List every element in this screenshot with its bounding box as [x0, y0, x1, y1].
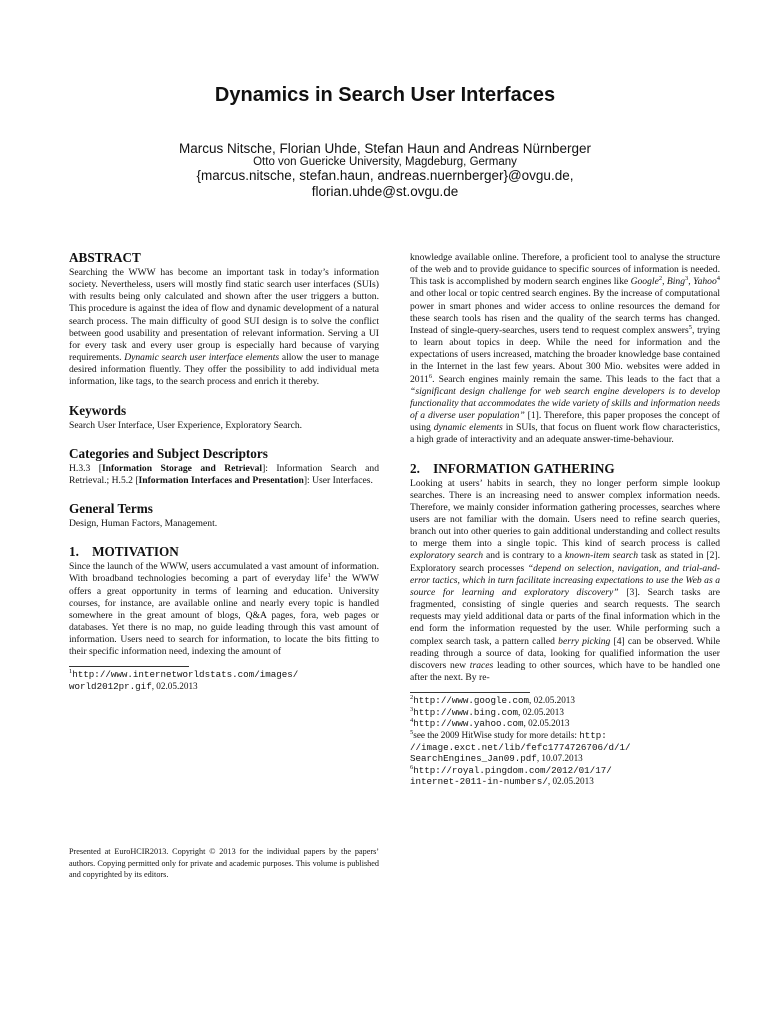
keywords-heading: Keywords: [69, 402, 127, 418]
emails-line-1: {marcus.nitsche, stefan.haun, andreas.nuernberger}@ovgu.de,: [196, 168, 574, 183]
footnote-5: $^5$see the 2009 HitWise study for more details: http: //image.exct.net/lib/fefc1774726706/d/1/ SearchEngines_Jan09.pdf, 10.07.2013: [410, 728, 631, 765]
footnote-rule-right: [410, 692, 530, 693]
footnote-4-link[interactable]: http://www.yahoo.com: [413, 718, 524, 730]
footnote-2-link[interactable]: http://www.google.com: [413, 695, 530, 707]
affiliation: Otto von Guericke University, Magdeburg, Germany: [253, 156, 517, 168]
info-gathering-text: Looking at users’ habits in search, they no longer perform simple lookup searches. There is an increasing need to answer complex information needs. Therefore, we mainly consider information gathering processes, searches where users are not familiar with the domain. Users need to refine search queries, branch out into other queries to gain additional understanding and collect results to merge them into a single topic. This kind of search process is called exploratory search and is contrary to a known-item search task as stated in [2]. Exploratory search processes “depend on selection, navigation, and trial-and-error tactics, which in turn facilitate increasing expectations to use the Web as a source for learning and exploratory discovery” [3]. Search tasks are fragmented, consisting of single queries and search requests. The search requests may yield additional data or parts of the final information which in the end form the information requested by the user. While performing such a complex search task, a pattern called berry picking [4] can be observed. While reading through a source of data, looking for qualified information the user discovers new traces leading to other sources, which have to be handled one after the next. By re-: [410, 477, 720, 683]
paper-title: Dynamics in Search User Interfaces: [214, 84, 556, 106]
footnote-3: $^3$http://www.bing.com, 02.05.2013: [410, 705, 564, 718]
categories-text: H.3.3 [Information Storage and Retrieval]: Information Search and Retrieval.; H.5.2 [Information Interfaces and Presentation]: User Interfaces.: [69, 462, 379, 486]
footnote-rule: [69, 666, 189, 667]
author-list: Marcus Nitsche, Florian Uhde, Stefan Haun and Andreas Nürnberger: [179, 141, 591, 156]
footnote-6-link[interactable]: http://royal.pingdom.com/2012/01/17/: [413, 764, 612, 776]
footnote-2: $^2$http://www.google.com, 02.05.2013: [410, 694, 575, 707]
motivation-text: Since the launch of the WWW, users accumulated a vast amount of information. With broadband technologies becoming a part of everyday life$^1$ the WWW offers a great opportunity in terms of learning and education. University courses, for instance, are available online and nearly every topic is handled somewhere in the great amount of blogs, Q&A pages, fora, web pages or databases. Yet there is no map, no guide leading through this vast amount of information. Users need to search for information, to locate the bits fitting to their specific information need, indexing the amount of: [69, 561, 380, 658]
abstract-text: Searching the WWW has become an important task in today’s information society. Nevertheless, users will mostly find static search user interfaces (SUIs) with results being only calculated and shown after the user triggers a button. This procedure is against the idea of flow and dynamic development of a natural search process. The main difficulty of good SUI design is to solve the conflict between good usability and presentation of relevant information. Serving a UI for every task and every user group is especially hard because of varying requirements. Dynamic search user interface elements allow the user to manage desired information fluently. They offer the possibility to add individual meta information, like tags, to the search process and enrich it thereby.: [69, 267, 379, 388]
keywords-text: Search User Interface, User Experience, Exploratory Search.: [69, 419, 303, 431]
footnote-5-link-cont[interactable]: //image.exct.net/lib/fefc1774726706/d/1/: [410, 741, 631, 753]
motivation-heading: 1. MOTIVATION: [69, 544, 179, 560]
copyright-notice: Presented at EuroHCIR2013. Copyright © 2013 for the individual papers by the papers’ authors. Copying permitted only for private and academic purposes. This volume is published and copyrighted by its editors.: [69, 847, 379, 879]
footnote-6-link-cont[interactable]: internet-2011-in-numbers/: [410, 776, 548, 788]
motivation-continuation: knowledge available online. Therefore, a proficient tool to analyse the structure of the web and to provide guidance to specific sources of information is needed. This task is accomplished by modern search engines like Google$^2$, Bing$^3$, Yahoo$^4$ and other local or topic centred search engines. By the increase of computational power in smart phones and wider access to online resources the demand for these search tools has risen and the quality of the search terms has changed. Instead of single-query-searches, users tend to request complex answers$^5$, trying to learn about topics in deep. While the need for information and the expectations of users increased, matching the broader knowledge base contained in the Internet in the last few years. About 300 Mio. websites were added in 2011$^6$. Search engines mainly remain the same. This leads to the fact that a “significant design challenge for web search engine developers is to develop functionality that accommodates the wide variety of skills and information needs of a diverse user population” [1]. Therefore, this paper proposes the concept of using dynamic elements in SUIs, that focus on fluent work flow characteristics, a high grade of interactivity and an adequate answer-time-behaviour.: [410, 252, 721, 446]
right-column: [410, 252, 720, 788]
footnote-1-link-cont[interactable]: world2012pr.gif: [69, 681, 152, 693]
footnote-1-link[interactable]: http://www.internetworldstats.com/images/: [72, 669, 299, 681]
categories-heading: Categories and Subject Descriptors: [69, 445, 268, 461]
footnote-6: $^6$http://royal.pingdom.com/2012/01/17/ internet-2011-in-numbers/, 02.05.2013: [410, 763, 612, 788]
general-terms-heading: General Terms: [69, 501, 153, 517]
author-emails: [0, 168, 770, 200]
footnote-5-link-file[interactable]: SearchEngines_Jan09.pdf: [410, 753, 537, 765]
footnote-1: $^1$http://www.internetworldstats.com/images/ world2012pr.gif, 02.05.2013: [69, 668, 299, 693]
general-terms-text: Design, Human Factors, Management.: [69, 518, 218, 530]
footnote-3-link[interactable]: http://www.bing.com: [413, 706, 519, 718]
footnote-4: $^4$http://www.yahoo.com, 02.05.2013: [410, 717, 570, 730]
left-column: [69, 250, 379, 693]
info-gathering-heading: 2. INFORMATION GATHERING: [410, 460, 615, 476]
footnote-5-link[interactable]: http:: [579, 729, 607, 741]
abstract-heading: ABSTRACT: [69, 250, 141, 265]
emails-line-2: florian.uhde@st.ovgu.de: [311, 184, 459, 199]
